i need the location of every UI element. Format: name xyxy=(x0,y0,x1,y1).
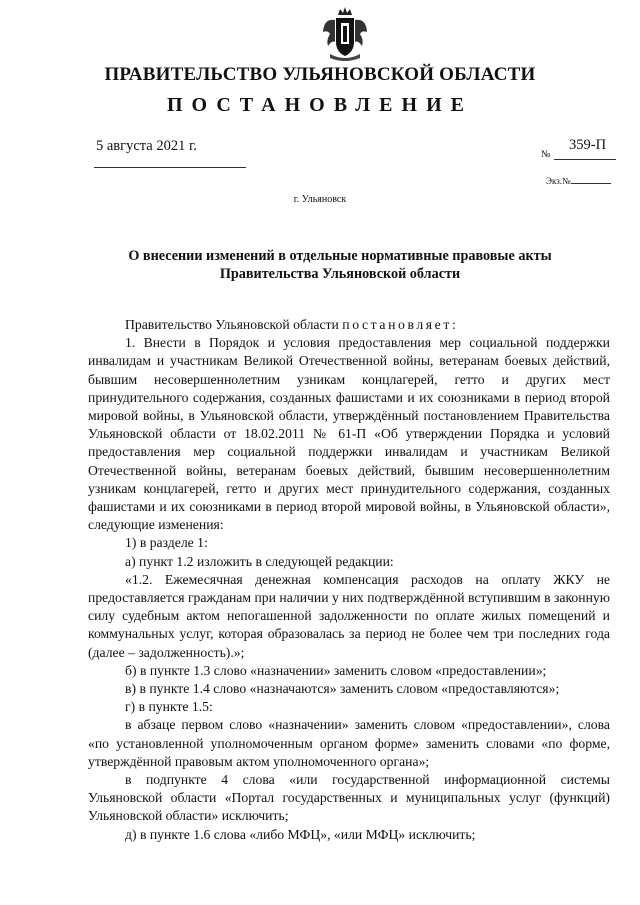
coat-of-arms-emblem xyxy=(322,6,368,62)
paragraph-1: 1. Внести в Порядок и условия предоставления мер социальной поддержки инвалидам и участникам Великой Отечественной войны, ветеранам боевых действий, бывшим несовершеннолетним узникам концлагерей, гетто и других мест принудительного содержания, созданных фашистами и их союзниками в период второй мировой войны, в Ульяновской области, утверждённый постановлением Правительства Ульяновской области от 18.02.2011 № 61-П «Об утверждении Порядка и условий предоставления мер социальной поддержки инвалидам и участникам Великой Отечественной войны, ветеранам боевых действий, бывшим несовершеннолетним узникам концлагерей, гетто и других мест принудительного содержания, созданных фашистами и их союзниками в период второй мировой войны, в Ульяновской области», следующие изменения: xyxy=(88,335,610,533)
intro-paragraph xyxy=(88,316,610,334)
paragraph-4: «1.2. Ежемесячная денежная компенсация расходов на оплату ЖКУ не предоставляется гражданам при наличии у них подтверждённой вступившим в законную силу судебным актом непогашенной задолженности по оплате жилых помещений и коммунальных услуг, которая образовалась за период не более чем три последних года (далее – задолженность).»; xyxy=(88,571,610,660)
organization-name: ПРАВИТЕЛЬСТВО УЛЬЯНОВСКОЙ ОБЛАСТИ xyxy=(104,64,536,85)
intro-prefix: Правительство Ульяновской области xyxy=(125,317,343,332)
paragraph-6: в) в пункте 1.4 слово «назначаются» заменить словом «предоставляются»; xyxy=(125,681,560,697)
paragraph-7: г) в пункте 1.5: xyxy=(125,699,213,715)
date-underline xyxy=(94,167,246,168)
document-number: 359-П xyxy=(569,137,607,153)
document-number-block xyxy=(541,137,621,161)
intro-spaced-word: постановляет xyxy=(342,317,452,332)
paragraph-8: в абзаце первом слово «назначении» заменить словом «предоставлении», слова «по установленной уполномоченным органом форме» заменить словами «по форме, утверждённой правовым актом уполномоченного органа»; xyxy=(88,717,610,769)
copy-underline xyxy=(571,175,611,184)
paragraph-9: в подпункте 4 слова «или государственной информационной системы Ульяновской области «Портал государственных и муниципальных услуг (функций) Ульяновской области» исключить; xyxy=(88,772,610,824)
paragraph-3: а) пункт 1.2 изложить в следующей редакции: xyxy=(125,553,394,569)
number-sign: № xyxy=(541,149,551,160)
document-title xyxy=(60,247,620,283)
paragraph-2: 1) в разделе 1: xyxy=(125,535,208,551)
copy-label: Экз.№ xyxy=(546,176,571,186)
title-line-1: О внесении изменений в отдельные нормативные правовые акты xyxy=(128,248,552,264)
document-date: 5 августа 2021 г. xyxy=(96,138,197,154)
paragraph-10: д) в пункте 1.6 слова «либо МФЦ», «или МФЦ» исключить; xyxy=(125,826,476,842)
number-underline xyxy=(554,159,616,160)
title-line-2: Правительства Ульяновской области xyxy=(219,266,461,282)
city-name: г. Ульяновск xyxy=(293,194,347,205)
paragraph-5: б) в пункте 1.3 слово «назначении» заменить словом «предоставлении»; xyxy=(125,662,547,678)
document-type: ПОСТАНОВЛЕНИЕ xyxy=(167,94,473,116)
document-body xyxy=(88,316,610,844)
copy-number-field xyxy=(546,175,611,186)
intro-suffix: : xyxy=(451,317,456,332)
